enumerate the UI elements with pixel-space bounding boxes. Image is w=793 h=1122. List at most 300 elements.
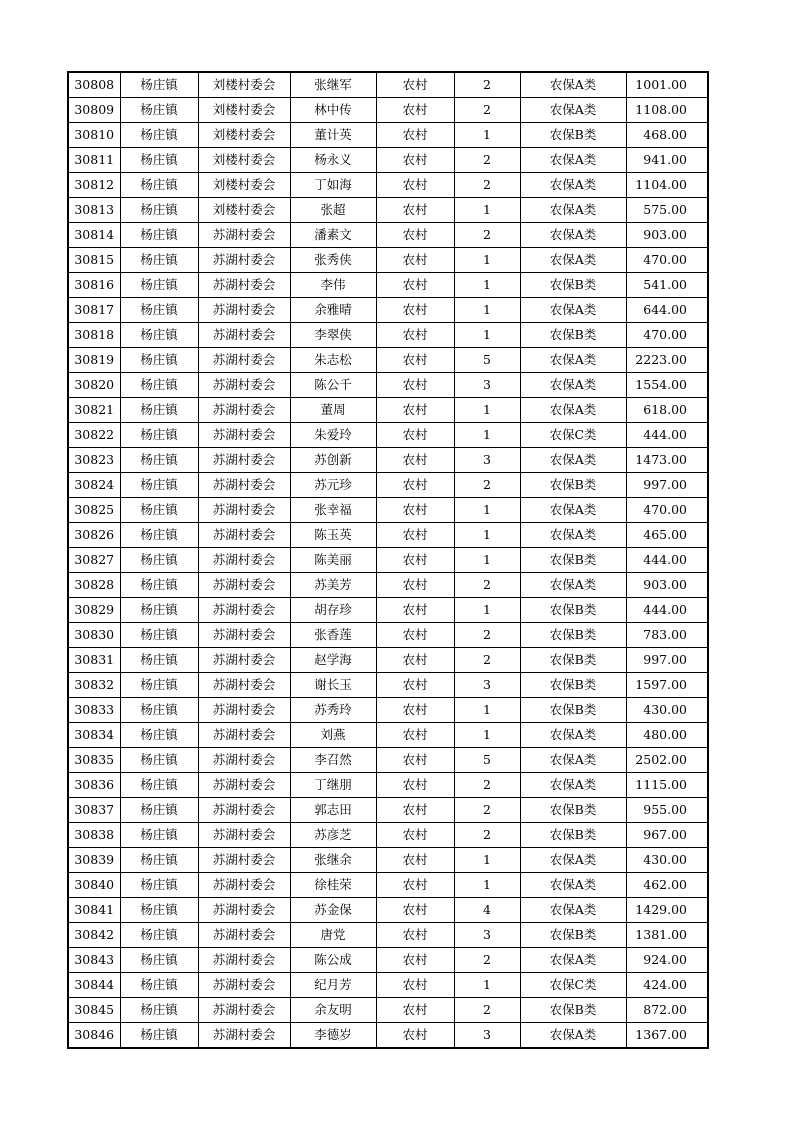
category-cell: 农保B类 — [520, 473, 626, 498]
village-cell: 苏湖村委会 — [198, 923, 290, 948]
town-cell: 杨庄镇 — [120, 773, 198, 798]
amount-cell: 430.00 — [626, 848, 708, 873]
amount-cell: 465.00 — [626, 523, 708, 548]
area-type-cell: 农村 — [376, 548, 454, 573]
table-row — [68, 423, 708, 448]
village-cell: 苏湖村委会 — [198, 773, 290, 798]
amount-cell: 1429.00 — [626, 898, 708, 923]
table-row — [68, 798, 708, 823]
household-count-cell: 1 — [454, 848, 520, 873]
name-cell: 苏美芳 — [290, 573, 376, 598]
name-cell: 陈公千 — [290, 373, 376, 398]
town-cell: 杨庄镇 — [120, 248, 198, 273]
table-row — [68, 573, 708, 598]
category-cell: 农保A类 — [520, 348, 626, 373]
area-type-cell: 农村 — [376, 298, 454, 323]
town-cell: 杨庄镇 — [120, 523, 198, 548]
amount-cell: 468.00 — [626, 123, 708, 148]
area-type-cell: 农村 — [376, 498, 454, 523]
amount-cell: 618.00 — [626, 398, 708, 423]
area-type-cell: 农村 — [376, 198, 454, 223]
village-cell: 苏湖村委会 — [198, 298, 290, 323]
table-row — [68, 948, 708, 973]
amount-cell: 903.00 — [626, 573, 708, 598]
amount-cell: 1001.00 — [626, 72, 708, 98]
category-cell: 农保A类 — [520, 448, 626, 473]
household-count-cell: 2 — [454, 573, 520, 598]
table-row — [68, 348, 708, 373]
category-cell: 农保B类 — [520, 823, 626, 848]
amount-cell: 444.00 — [626, 423, 708, 448]
area-type-cell: 农村 — [376, 773, 454, 798]
area-type-cell: 农村 — [376, 798, 454, 823]
area-type-cell: 农村 — [376, 973, 454, 998]
table-row — [68, 373, 708, 398]
village-cell: 苏湖村委会 — [198, 898, 290, 923]
village-cell: 刘楼村委会 — [198, 98, 290, 123]
record-id-cell: 30815 — [68, 248, 120, 273]
name-cell: 张香莲 — [290, 623, 376, 648]
category-cell: 农保B类 — [520, 323, 626, 348]
town-cell: 杨庄镇 — [120, 548, 198, 573]
name-cell: 李德岁 — [290, 1023, 376, 1049]
area-type-cell: 农村 — [376, 873, 454, 898]
town-cell: 杨庄镇 — [120, 373, 198, 398]
table-row — [68, 748, 708, 773]
village-cell: 苏湖村委会 — [198, 473, 290, 498]
record-id-cell: 30819 — [68, 348, 120, 373]
record-id-cell: 30830 — [68, 623, 120, 648]
household-count-cell: 1 — [454, 398, 520, 423]
record-id-cell: 30826 — [68, 523, 120, 548]
record-id-cell: 30841 — [68, 898, 120, 923]
table-row — [68, 598, 708, 623]
name-cell: 苏创新 — [290, 448, 376, 473]
table-row — [68, 498, 708, 523]
town-cell: 杨庄镇 — [120, 398, 198, 423]
area-type-cell: 农村 — [376, 173, 454, 198]
table-row — [68, 448, 708, 473]
household-count-cell: 3 — [454, 923, 520, 948]
name-cell: 李翠侠 — [290, 323, 376, 348]
town-cell: 杨庄镇 — [120, 623, 198, 648]
record-id-cell: 30845 — [68, 998, 120, 1023]
category-cell: 农保C类 — [520, 973, 626, 998]
town-cell: 杨庄镇 — [120, 473, 198, 498]
village-cell: 苏湖村委会 — [198, 748, 290, 773]
amount-cell: 444.00 — [626, 548, 708, 573]
area-type-cell: 农村 — [376, 573, 454, 598]
village-cell: 苏湖村委会 — [198, 1023, 290, 1049]
village-cell: 苏湖村委会 — [198, 273, 290, 298]
record-id-cell: 30822 — [68, 423, 120, 448]
category-cell: 农保A类 — [520, 773, 626, 798]
table-row — [68, 248, 708, 273]
village-cell: 苏湖村委会 — [198, 948, 290, 973]
area-type-cell: 农村 — [376, 748, 454, 773]
village-cell: 苏湖村委会 — [198, 648, 290, 673]
table-row — [68, 723, 708, 748]
area-type-cell: 农村 — [376, 248, 454, 273]
name-cell: 林中传 — [290, 98, 376, 123]
category-cell: 农保B类 — [520, 548, 626, 573]
record-id-cell: 30836 — [68, 773, 120, 798]
table-row — [68, 623, 708, 648]
name-cell: 杨永义 — [290, 148, 376, 173]
town-cell: 杨庄镇 — [120, 598, 198, 623]
town-cell: 杨庄镇 — [120, 323, 198, 348]
area-type-cell: 农村 — [376, 723, 454, 748]
area-type-cell: 农村 — [376, 598, 454, 623]
village-cell: 苏湖村委会 — [198, 598, 290, 623]
amount-cell: 2223.00 — [626, 348, 708, 373]
record-id-cell: 30824 — [68, 473, 120, 498]
data-table — [67, 71, 709, 1049]
amount-cell: 1597.00 — [626, 673, 708, 698]
amount-cell: 470.00 — [626, 323, 708, 348]
table-row — [68, 698, 708, 723]
area-type-cell: 农村 — [376, 823, 454, 848]
village-cell: 苏湖村委会 — [198, 448, 290, 473]
name-cell: 谢长玉 — [290, 673, 376, 698]
amount-cell: 575.00 — [626, 198, 708, 223]
village-cell: 苏湖村委会 — [198, 223, 290, 248]
area-type-cell: 农村 — [376, 348, 454, 373]
household-count-cell: 3 — [454, 448, 520, 473]
record-id-cell: 30829 — [68, 598, 120, 623]
town-cell: 杨庄镇 — [120, 573, 198, 598]
amount-cell: 924.00 — [626, 948, 708, 973]
amount-cell: 955.00 — [626, 798, 708, 823]
town-cell: 杨庄镇 — [120, 698, 198, 723]
table-row — [68, 823, 708, 848]
amount-cell: 470.00 — [626, 248, 708, 273]
household-count-cell: 1 — [454, 298, 520, 323]
table-row — [68, 123, 708, 148]
area-type-cell: 农村 — [376, 1023, 454, 1049]
amount-cell: 872.00 — [626, 998, 708, 1023]
village-cell: 苏湖村委会 — [198, 723, 290, 748]
table-row — [68, 273, 708, 298]
category-cell: 农保C类 — [520, 423, 626, 448]
table-row — [68, 98, 708, 123]
area-type-cell: 农村 — [376, 223, 454, 248]
household-count-cell: 1 — [454, 423, 520, 448]
village-cell: 苏湖村委会 — [198, 573, 290, 598]
household-count-cell: 1 — [454, 723, 520, 748]
category-cell: 农保A类 — [520, 223, 626, 248]
household-count-cell: 1 — [454, 598, 520, 623]
village-cell: 苏湖村委会 — [198, 548, 290, 573]
household-count-cell: 1 — [454, 123, 520, 148]
household-count-cell: 5 — [454, 348, 520, 373]
category-cell: 农保A类 — [520, 498, 626, 523]
category-cell: 农保A类 — [520, 373, 626, 398]
amount-cell: 1554.00 — [626, 373, 708, 398]
town-cell: 杨庄镇 — [120, 498, 198, 523]
record-id-cell: 30817 — [68, 298, 120, 323]
household-count-cell: 1 — [454, 498, 520, 523]
record-id-cell: 30833 — [68, 698, 120, 723]
table-row — [68, 398, 708, 423]
name-cell: 苏彦芝 — [290, 823, 376, 848]
town-cell: 杨庄镇 — [120, 448, 198, 473]
table-row — [68, 1023, 708, 1049]
village-cell: 苏湖村委会 — [198, 398, 290, 423]
area-type-cell: 农村 — [376, 673, 454, 698]
category-cell: 农保A类 — [520, 173, 626, 198]
table-row — [68, 673, 708, 698]
household-count-cell: 2 — [454, 223, 520, 248]
category-cell: 农保A类 — [520, 148, 626, 173]
area-type-cell: 农村 — [376, 373, 454, 398]
amount-cell: 470.00 — [626, 498, 708, 523]
record-id-cell: 30834 — [68, 723, 120, 748]
household-count-cell: 2 — [454, 773, 520, 798]
area-type-cell: 农村 — [376, 323, 454, 348]
category-cell: 农保A类 — [520, 523, 626, 548]
area-type-cell: 农村 — [376, 523, 454, 548]
table-row — [68, 873, 708, 898]
town-cell: 杨庄镇 — [120, 898, 198, 923]
household-count-cell: 1 — [454, 273, 520, 298]
category-cell: 农保B类 — [520, 923, 626, 948]
amount-cell: 783.00 — [626, 623, 708, 648]
name-cell: 郭志田 — [290, 798, 376, 823]
name-cell: 董周 — [290, 398, 376, 423]
area-type-cell: 农村 — [376, 848, 454, 873]
town-cell: 杨庄镇 — [120, 823, 198, 848]
name-cell: 潘素文 — [290, 223, 376, 248]
table-row — [68, 198, 708, 223]
record-id-cell: 30816 — [68, 273, 120, 298]
record-id-cell: 30812 — [68, 173, 120, 198]
amount-cell: 1367.00 — [626, 1023, 708, 1049]
name-cell: 陈美丽 — [290, 548, 376, 573]
town-cell: 杨庄镇 — [120, 648, 198, 673]
record-id-cell: 30813 — [68, 198, 120, 223]
household-count-cell: 2 — [454, 823, 520, 848]
village-cell: 刘楼村委会 — [198, 148, 290, 173]
household-count-cell: 2 — [454, 648, 520, 673]
town-cell: 杨庄镇 — [120, 123, 198, 148]
village-cell: 刘楼村委会 — [198, 173, 290, 198]
category-cell: 农保B类 — [520, 998, 626, 1023]
amount-cell: 462.00 — [626, 873, 708, 898]
village-cell: 苏湖村委会 — [198, 623, 290, 648]
name-cell: 徐桂荣 — [290, 873, 376, 898]
name-cell: 丁如海 — [290, 173, 376, 198]
table-row — [68, 523, 708, 548]
area-type-cell: 农村 — [376, 898, 454, 923]
category-cell: 农保A类 — [520, 948, 626, 973]
name-cell: 余友明 — [290, 998, 376, 1023]
name-cell: 张超 — [290, 198, 376, 223]
area-type-cell: 农村 — [376, 98, 454, 123]
village-cell: 苏湖村委会 — [198, 323, 290, 348]
village-cell: 苏湖村委会 — [198, 823, 290, 848]
amount-cell: 430.00 — [626, 698, 708, 723]
table-row — [68, 473, 708, 498]
table-row — [68, 323, 708, 348]
category-cell: 农保A类 — [520, 398, 626, 423]
town-cell: 杨庄镇 — [120, 873, 198, 898]
household-count-cell: 1 — [454, 248, 520, 273]
village-cell: 苏湖村委会 — [198, 698, 290, 723]
town-cell: 杨庄镇 — [120, 198, 198, 223]
area-type-cell: 农村 — [376, 423, 454, 448]
area-type-cell: 农村 — [376, 473, 454, 498]
village-cell: 苏湖村委会 — [198, 973, 290, 998]
category-cell: 农保A类 — [520, 298, 626, 323]
town-cell: 杨庄镇 — [120, 798, 198, 823]
name-cell: 张继余 — [290, 848, 376, 873]
village-cell: 苏湖村委会 — [198, 423, 290, 448]
household-count-cell: 2 — [454, 998, 520, 1023]
name-cell: 朱志松 — [290, 348, 376, 373]
table-body — [68, 72, 708, 1048]
category-cell: 农保B类 — [520, 123, 626, 148]
town-cell: 杨庄镇 — [120, 723, 198, 748]
household-count-cell: 3 — [454, 1023, 520, 1049]
household-count-cell: 3 — [454, 373, 520, 398]
record-id-cell: 30837 — [68, 798, 120, 823]
area-type-cell: 农村 — [376, 123, 454, 148]
table-row — [68, 223, 708, 248]
town-cell: 杨庄镇 — [120, 173, 198, 198]
town-cell: 杨庄镇 — [120, 1023, 198, 1049]
category-cell: 农保B类 — [520, 273, 626, 298]
category-cell: 农保A类 — [520, 873, 626, 898]
amount-cell: 2502.00 — [626, 748, 708, 773]
household-count-cell: 1 — [454, 973, 520, 998]
record-id-cell: 30808 — [68, 72, 120, 98]
village-cell: 苏湖村委会 — [198, 873, 290, 898]
village-cell: 苏湖村委会 — [198, 348, 290, 373]
name-cell: 赵学海 — [290, 648, 376, 673]
name-cell: 朱爱玲 — [290, 423, 376, 448]
area-type-cell: 农村 — [376, 623, 454, 648]
name-cell: 陈公成 — [290, 948, 376, 973]
record-id-cell: 30846 — [68, 1023, 120, 1049]
village-cell: 苏湖村委会 — [198, 523, 290, 548]
category-cell: 农保B类 — [520, 648, 626, 673]
record-id-cell: 30844 — [68, 973, 120, 998]
name-cell: 张继军 — [290, 72, 376, 98]
category-cell: 农保A类 — [520, 898, 626, 923]
table-row — [68, 148, 708, 173]
town-cell: 杨庄镇 — [120, 348, 198, 373]
village-cell: 苏湖村委会 — [198, 373, 290, 398]
town-cell: 杨庄镇 — [120, 423, 198, 448]
record-id-cell: 30821 — [68, 398, 120, 423]
table-row — [68, 648, 708, 673]
table-row — [68, 298, 708, 323]
record-id-cell: 30814 — [68, 223, 120, 248]
name-cell: 纪月芳 — [290, 973, 376, 998]
record-id-cell: 30839 — [68, 848, 120, 873]
record-id-cell: 30810 — [68, 123, 120, 148]
town-cell: 杨庄镇 — [120, 848, 198, 873]
category-cell: 农保A类 — [520, 198, 626, 223]
record-id-cell: 30820 — [68, 373, 120, 398]
village-cell: 苏湖村委会 — [198, 848, 290, 873]
household-count-cell: 3 — [454, 673, 520, 698]
amount-cell: 444.00 — [626, 598, 708, 623]
category-cell: 农保B类 — [520, 798, 626, 823]
amount-cell: 424.00 — [626, 973, 708, 998]
category-cell: 农保B类 — [520, 623, 626, 648]
town-cell: 杨庄镇 — [120, 923, 198, 948]
household-count-cell: 1 — [454, 523, 520, 548]
record-id-cell: 30828 — [68, 573, 120, 598]
area-type-cell: 农村 — [376, 648, 454, 673]
table-row — [68, 998, 708, 1023]
amount-cell: 1473.00 — [626, 448, 708, 473]
town-cell: 杨庄镇 — [120, 72, 198, 98]
area-type-cell: 农村 — [376, 72, 454, 98]
category-cell: 农保A类 — [520, 1023, 626, 1049]
record-id-cell: 30825 — [68, 498, 120, 523]
village-cell: 刘楼村委会 — [198, 198, 290, 223]
household-count-cell: 1 — [454, 323, 520, 348]
area-type-cell: 农村 — [376, 448, 454, 473]
village-cell: 苏湖村委会 — [198, 998, 290, 1023]
village-cell: 苏湖村委会 — [198, 673, 290, 698]
household-count-cell: 1 — [454, 548, 520, 573]
household-count-cell: 2 — [454, 98, 520, 123]
town-cell: 杨庄镇 — [120, 998, 198, 1023]
name-cell: 张秀侠 — [290, 248, 376, 273]
name-cell: 余雅晴 — [290, 298, 376, 323]
record-id-cell: 30832 — [68, 673, 120, 698]
area-type-cell: 农村 — [376, 923, 454, 948]
household-count-cell: 2 — [454, 623, 520, 648]
amount-cell: 903.00 — [626, 223, 708, 248]
record-id-cell: 30843 — [68, 948, 120, 973]
amount-cell: 644.00 — [626, 298, 708, 323]
name-cell: 张幸福 — [290, 498, 376, 523]
name-cell: 李召然 — [290, 748, 376, 773]
table-row — [68, 923, 708, 948]
category-cell: 农保A类 — [520, 748, 626, 773]
amount-cell: 1108.00 — [626, 98, 708, 123]
area-type-cell: 农村 — [376, 948, 454, 973]
household-count-cell: 2 — [454, 148, 520, 173]
table-row — [68, 173, 708, 198]
table-row — [68, 773, 708, 798]
table-row — [68, 973, 708, 998]
town-cell: 杨庄镇 — [120, 223, 198, 248]
amount-cell: 997.00 — [626, 473, 708, 498]
name-cell: 唐党 — [290, 923, 376, 948]
village-cell: 刘楼村委会 — [198, 72, 290, 98]
record-id-cell: 30831 — [68, 648, 120, 673]
town-cell: 杨庄镇 — [120, 98, 198, 123]
amount-cell: 541.00 — [626, 273, 708, 298]
town-cell: 杨庄镇 — [120, 973, 198, 998]
household-count-cell: 2 — [454, 473, 520, 498]
name-cell: 苏金保 — [290, 898, 376, 923]
village-cell: 苏湖村委会 — [198, 248, 290, 273]
town-cell: 杨庄镇 — [120, 298, 198, 323]
category-cell: 农保A类 — [520, 848, 626, 873]
record-id-cell: 30823 — [68, 448, 120, 473]
village-cell: 苏湖村委会 — [198, 498, 290, 523]
name-cell: 刘燕 — [290, 723, 376, 748]
area-type-cell: 农村 — [376, 273, 454, 298]
record-id-cell: 30809 — [68, 98, 120, 123]
